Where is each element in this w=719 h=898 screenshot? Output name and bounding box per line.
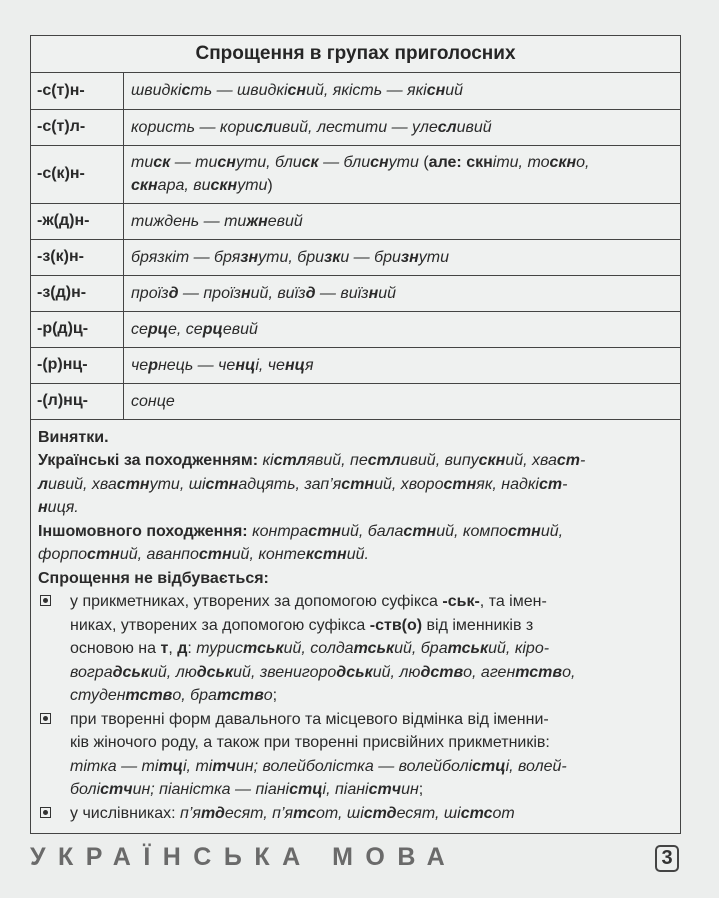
pattern-examples: тиск — тиснути, блиск — блиснути (але: скніти, тоскно, скнара, вискнути) (124, 145, 681, 203)
table-row (31, 347, 680, 383)
ukrainian-origin-label: Українські за походженням: (38, 452, 259, 469)
no-simplification-list (38, 590, 672, 825)
consonant-pattern: -з(д)н- (31, 275, 124, 311)
rules-table-block (30, 35, 681, 834)
pattern-examples: чернець — ченці, ченця (124, 347, 681, 383)
page-number: 3 (655, 845, 679, 872)
pattern-examples: серце, серцевий (124, 311, 681, 347)
exceptions-section (31, 420, 680, 834)
subject-title: УКРАЇНСЬКА МОВА (30, 843, 458, 871)
consonant-pattern: -з(к)н- (31, 239, 124, 275)
list-item-text: у числівниках: п’ятдесят, п’ятсот, шістдесят, шістсот (70, 804, 515, 822)
table-row (31, 239, 680, 275)
consonant-pattern: -ж(д)н- (31, 203, 124, 239)
consonant-pattern: -(р)нц- (31, 347, 124, 383)
table-row (31, 311, 680, 347)
table-row (31, 145, 680, 203)
bullet-icon (40, 595, 51, 606)
exceptions-heading: Винятки. (38, 428, 109, 446)
bullet-icon (40, 713, 51, 724)
foreign-origin-label: Іншомовного походження: (38, 522, 248, 540)
table-row (31, 109, 680, 145)
table-row (31, 203, 680, 239)
list-item-text: у прикметниках, утворених за допомогою суфікса -ськ-, та імен- никах, утворених за допомогою суфікса -ств(о) від іменників з основою на т, д: туристський, солдатський, братський, кіро- воградський, людський, звенигородський, людство, агентство, студентство, братство; (70, 593, 576, 704)
pattern-examples: брязкіт — брязнути, бризки — бризнути (124, 239, 681, 275)
consonant-pattern: -(л)нц- (31, 383, 124, 419)
no-simplification-heading: Спрощення не відбувається: (38, 569, 269, 587)
consonant-pattern: -с(к)н- (31, 145, 124, 203)
foreign-origin-paragraph (38, 520, 672, 567)
foreign-origin-words: контрастний, баластний, компостний, форпостний, аванпостний, контекстний. (38, 522, 564, 563)
ukrainian-origin-paragraph (38, 449, 672, 520)
list-item (38, 802, 672, 826)
bullet-icon (40, 807, 51, 818)
rules-table (31, 73, 680, 420)
pattern-examples: сонце (124, 383, 681, 419)
table-row (31, 73, 680, 109)
pattern-examples: тиждень — тижневий (124, 203, 681, 239)
consonant-pattern: -р(д)ц- (31, 311, 124, 347)
pattern-examples: користь — корисливий, лестити — улесливий (124, 109, 681, 145)
ukrainian-origin-words: кістлявий, пестливий, випускний, хваст- ливий, хвастнути, шістнадцять, зап’ястний, хворостняк, надкіст- ниця. (38, 452, 586, 516)
table-title: Спрощення в групах приголосних (31, 36, 680, 73)
consonant-pattern: -с(т)н- (31, 73, 124, 109)
list-item (38, 708, 672, 802)
table-row (31, 275, 680, 311)
list-item-text: при творенні форм давального та місцевого відмінка від іменни- ків жіночого роду, а також при творенні присвійних прикметників: тітка — тітці, тітчин; волейболістка — волейболістці, волей- болістчин; піаністка — піаністці, піаністчин; (70, 710, 567, 798)
pattern-examples: швидкість — швидкісний, якість — якісний (124, 73, 681, 109)
consonant-pattern: -с(т)л- (31, 109, 124, 145)
table-row (31, 383, 680, 419)
list-item (38, 590, 672, 708)
pattern-examples: проїзд — проїзний, виїзд — виїзний (124, 275, 681, 311)
